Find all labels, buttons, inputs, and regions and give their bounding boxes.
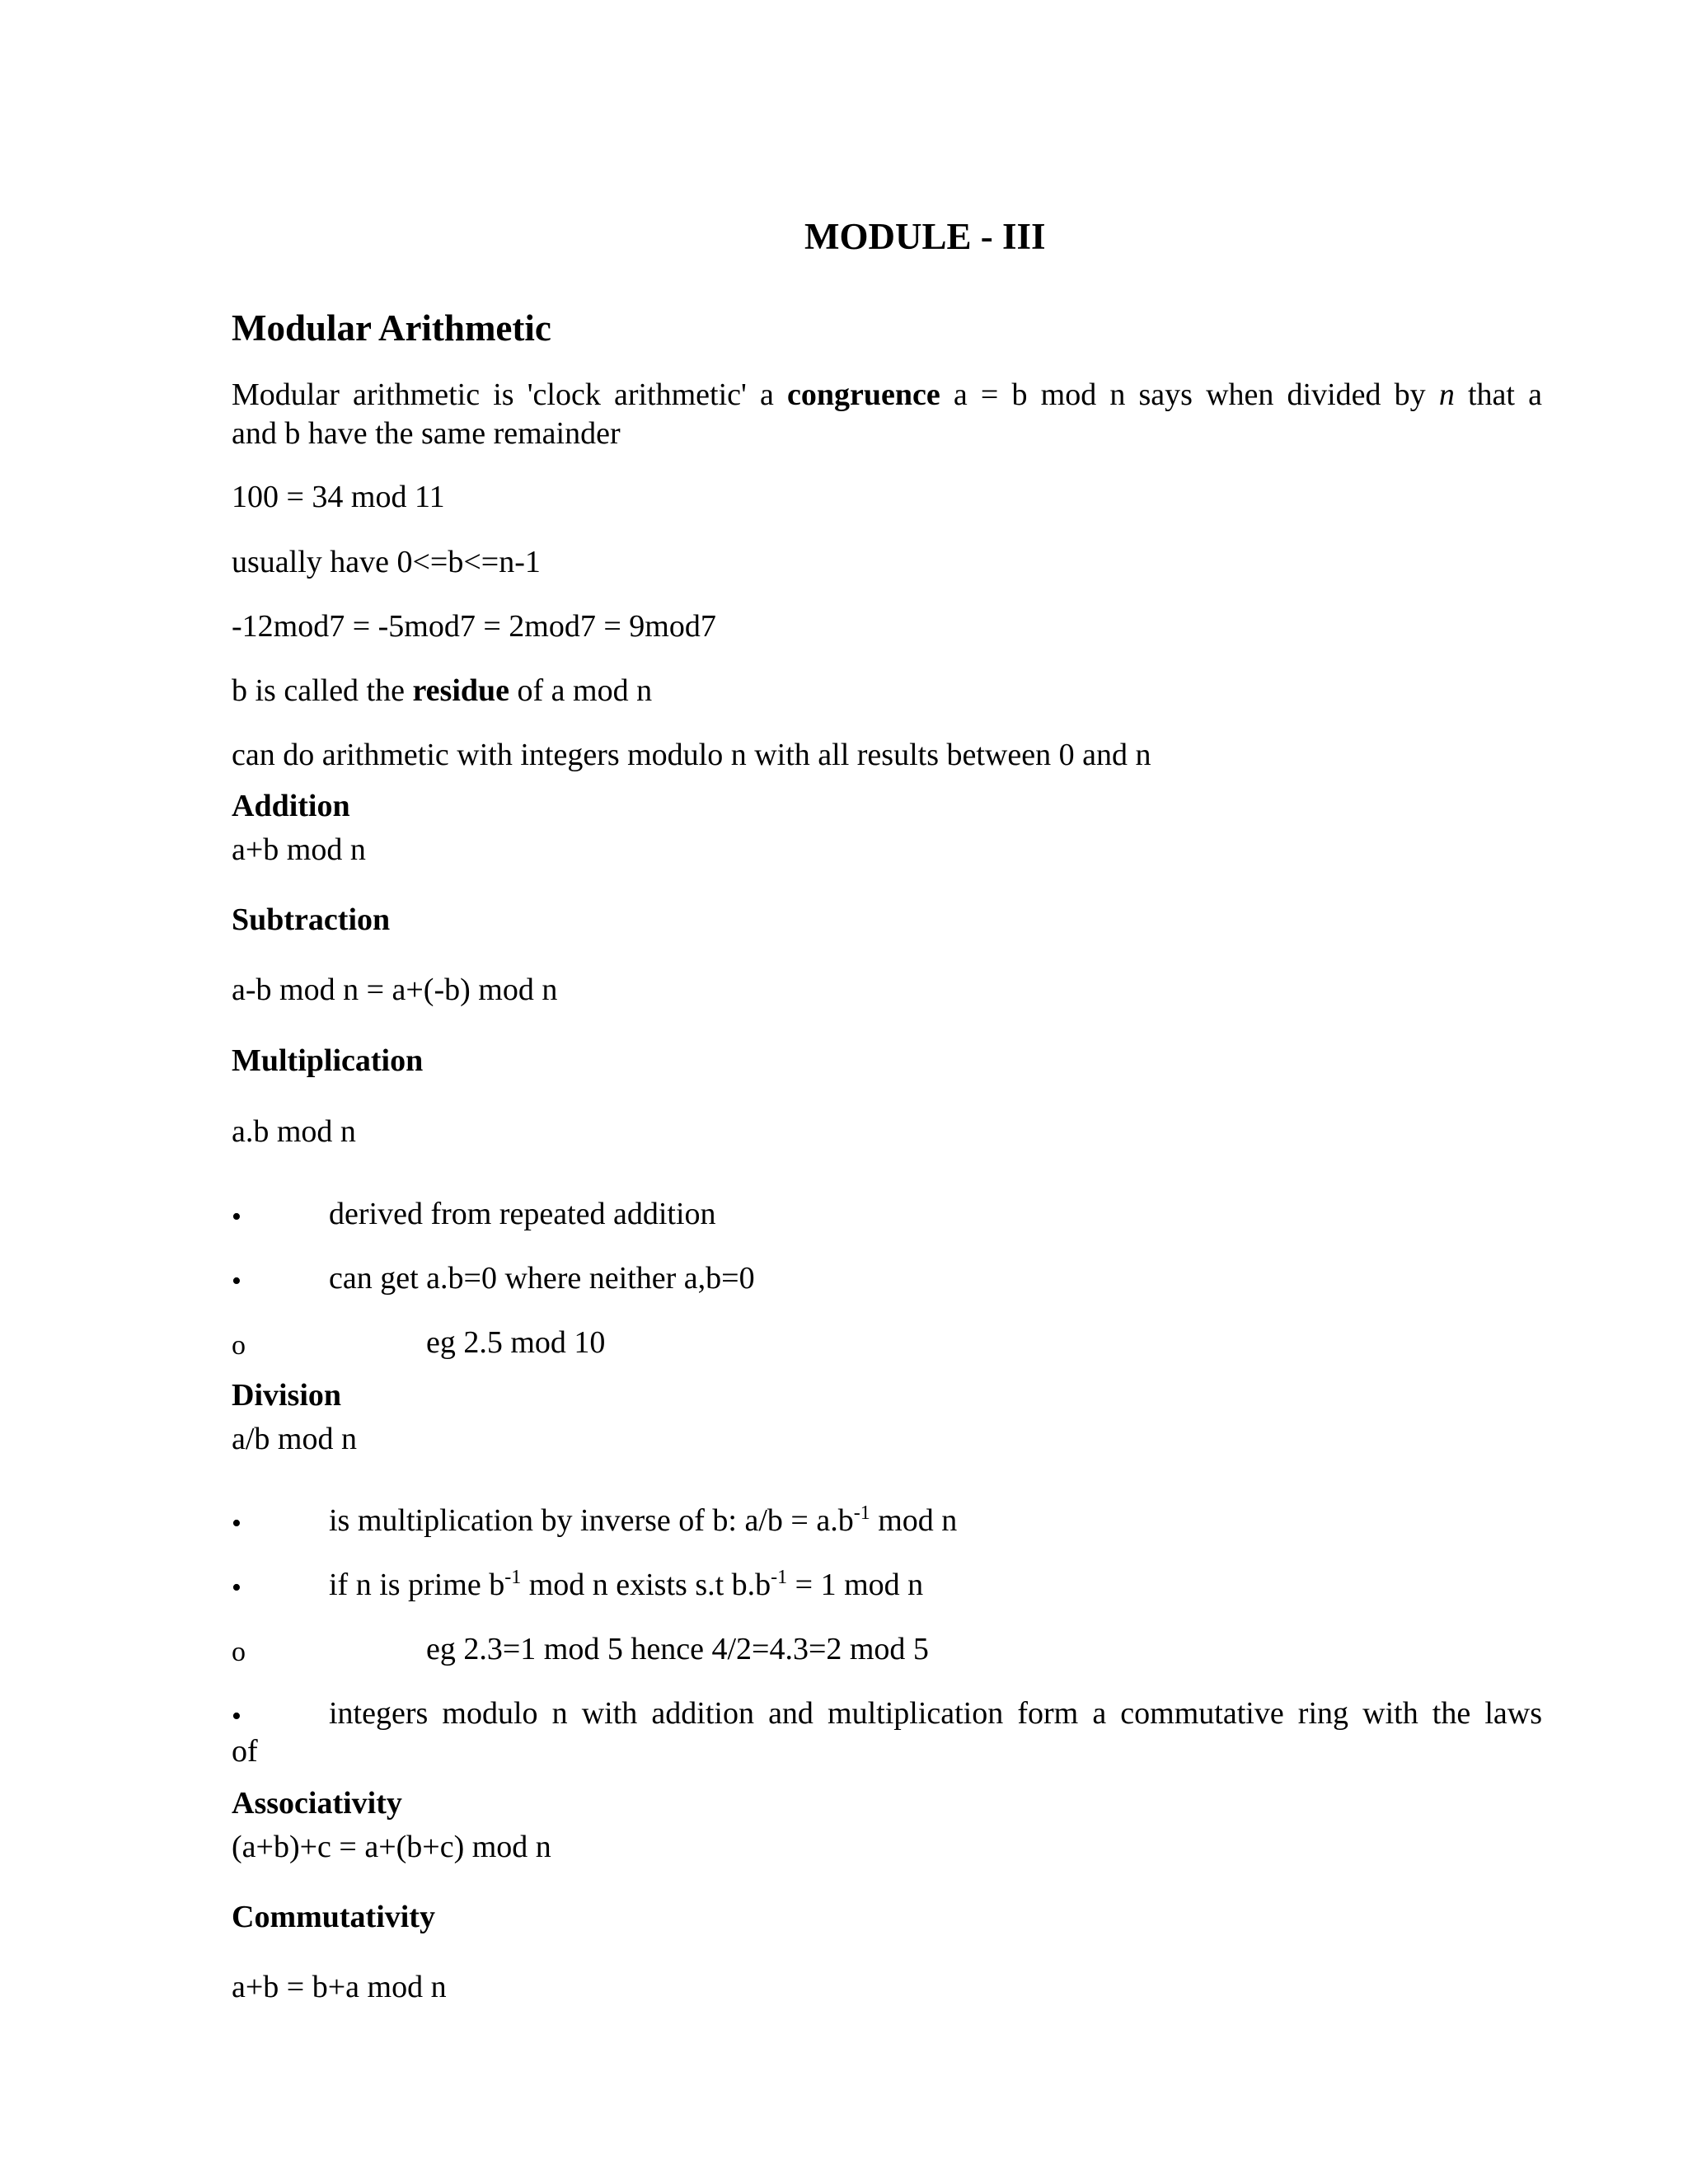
residue-bold: residue	[412, 673, 510, 708]
division-formula: a/b mod n	[232, 1422, 357, 1456]
div-b1-post: mod n	[870, 1503, 958, 1538]
bullet-glyph: •	[232, 1572, 241, 1603]
div-bullet-2	[329, 1566, 923, 1604]
commutativity-formula: a+b = b+a mod n	[232, 1970, 447, 2004]
div-b2-sup2: -1	[771, 1567, 788, 1588]
div-b2-sup1: -1	[504, 1567, 522, 1588]
div-b1-pre: is multiplication by inverse of b: a/b = a.b	[329, 1503, 854, 1538]
addition-formula: a+b mod n	[232, 832, 366, 867]
intro-line-2: and b have the same remainder	[232, 416, 621, 451]
section-title: Modular Arithmetic	[232, 307, 551, 349]
intro-bold-term: congruence	[787, 377, 940, 412]
multiplication-formula: a.b mod n	[232, 1114, 356, 1149]
multiplication-heading: Multiplication	[232, 1043, 424, 1078]
div-bullet-1	[329, 1502, 957, 1540]
div-b2-post: = 1 mod n	[787, 1568, 924, 1602]
subtraction-heading: Subtraction	[232, 902, 391, 937]
mult-bullet-2: can get a.b=0 where neither a,b=0	[329, 1261, 755, 1296]
div-b2-pre: if n is prime b	[329, 1568, 505, 1602]
bullet-glyph: •	[232, 1701, 241, 1732]
mult-bullet-1: derived from repeated addition	[329, 1197, 716, 1231]
div-b1-sup: -1	[853, 1502, 870, 1524]
intro-text	[232, 376, 1542, 414]
div-bullet-3	[329, 1694, 1542, 1732]
example-100: 100 = 34 mod 11	[232, 480, 445, 514]
intro-part3: that a	[1454, 377, 1542, 412]
subtraction-formula: a-b mod n = a+(-b) mod n	[232, 972, 558, 1007]
intro-part1: Modular arithmetic is 'clock arithmetic' a	[232, 377, 788, 412]
intro-italic-n: n	[1438, 377, 1455, 412]
div-b2-mid: mod n exists s.t b.b	[521, 1568, 771, 1602]
mult-sub-bullet: eg 2.5 mod 10	[426, 1325, 606, 1360]
div-b3-line1: integers modulo n with addition and multiplication form a commutative ring with the laws	[329, 1696, 1542, 1731]
addition-heading: Addition	[232, 789, 350, 823]
residue-pre: b is called the	[232, 673, 413, 708]
associativity-formula: (a+b)+c = a+(b+c) mod n	[232, 1830, 551, 1864]
intro-part2: a = b mod n says when divided by	[940, 377, 1439, 412]
commutativity-heading: Commutativity	[232, 1900, 435, 1934]
can-do-line: can do arithmetic with integers modulo n with all results between 0 and n	[232, 738, 1151, 772]
usually-line: usually have 0<=b<=n-1	[232, 545, 541, 579]
residue-line	[232, 672, 652, 710]
bullet-glyph: •	[232, 1508, 241, 1539]
bullet-glyph: •	[232, 1202, 241, 1232]
module-title: MODULE - III	[804, 216, 1046, 257]
residue-post: of a mod n	[509, 673, 653, 708]
intro-line-1	[232, 376, 1542, 414]
sub-bullet-glyph: o	[232, 1330, 246, 1361]
sub-bullet-glyph: o	[232, 1637, 246, 1667]
div-sub-bullet: eg 2.3=1 mod 5 hence 4/2=4.3=2 mod 5	[426, 1632, 929, 1666]
example-12mod7: -12mod7 = -5mod7 = 2mod7 = 9mod7	[232, 609, 716, 644]
bullet-glyph: •	[232, 1266, 241, 1296]
associativity-heading: Associativity	[232, 1786, 402, 1821]
div-bullet-3-continued: of	[232, 1734, 258, 1769]
division-heading: Division	[232, 1378, 342, 1413]
